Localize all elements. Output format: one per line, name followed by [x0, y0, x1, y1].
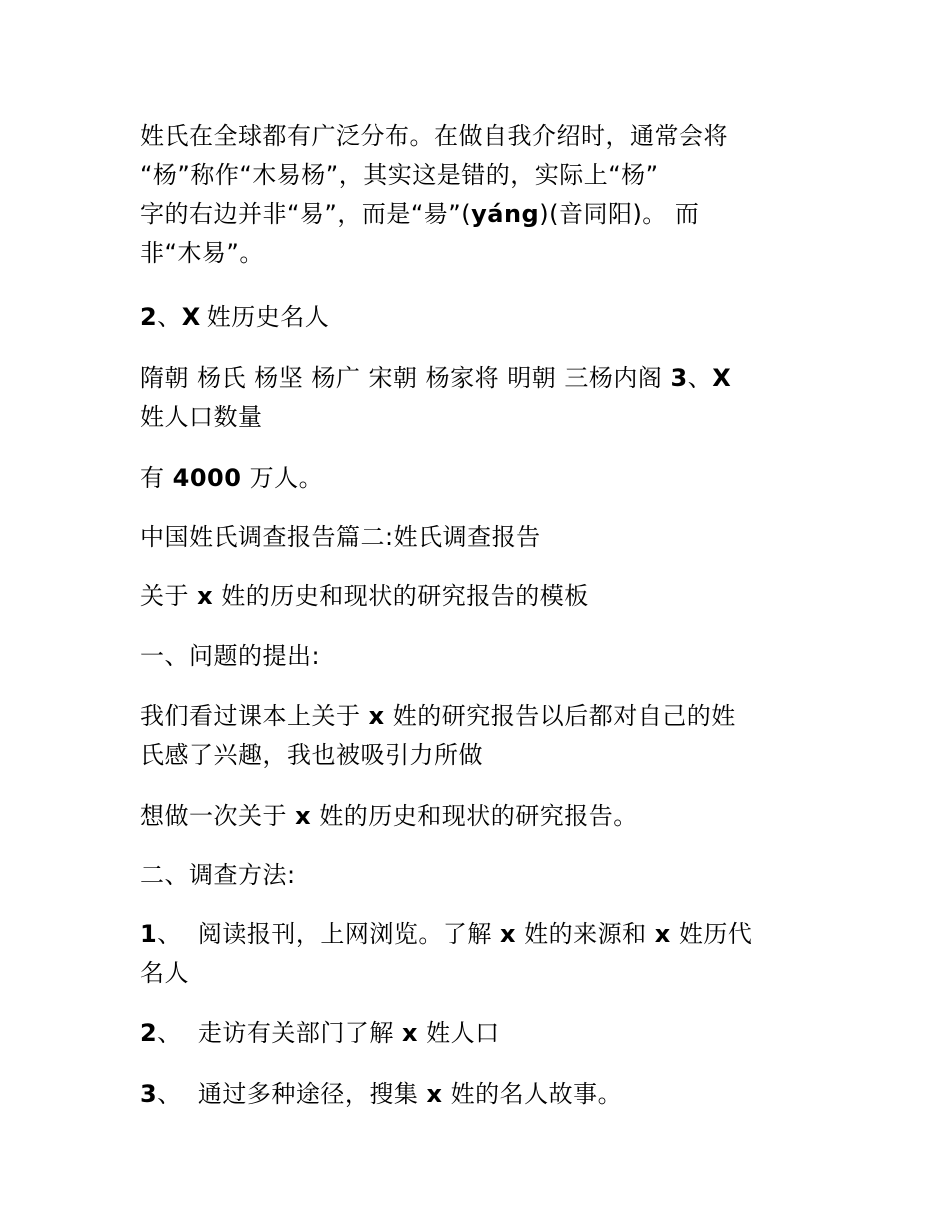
intro-line-1: 姓氏在全球都有广泛分布。在做自我介绍时，通常会将 — [140, 122, 728, 150]
question-heading: 一、问题的提出: — [140, 642, 321, 670]
intro-line-3 — [140, 195, 810, 234]
section-3-sep: 、 — [687, 364, 713, 392]
method-2-number: 2 — [140, 1019, 158, 1047]
section-3-x: X — [712, 364, 732, 392]
question-body-2: 想做一次关于 x 姓的历史和现状的研究报告。 — [140, 802, 638, 830]
intro-paragraph — [140, 117, 810, 273]
question-body-x: x — [368, 702, 385, 730]
method-item-2: 2、 走访有关部门了解 x 姓人口 — [140, 1019, 500, 1047]
famous-people-paragraph — [140, 359, 810, 437]
intro-line-4: 非“木易”。 — [140, 239, 264, 267]
question-body-line-2: 氏感了兴趣，我也被吸引力所做 — [140, 741, 483, 769]
intro-line-3b: )(音同阳)。 而 — [539, 200, 700, 228]
population-paragraph — [140, 459, 810, 498]
population-number: 4000 — [172, 464, 242, 492]
section-2-sep: 、 — [157, 303, 182, 331]
population-prefix: 有 — [140, 464, 173, 492]
population-suffix: 万人。 — [241, 464, 324, 492]
section-2-heading — [140, 298, 810, 337]
method-3-number: 3 — [140, 1080, 158, 1108]
intro-line-3a: 字的右边并非“易”，而是“昜”( — [140, 200, 472, 228]
method-1-line-2: 名人 — [140, 959, 189, 987]
section-3-title: 姓人口数量 — [140, 403, 263, 431]
method-1-number: 1 — [140, 920, 158, 948]
method-heading: 二、调查方法: — [140, 861, 296, 889]
section-3-number: 3 — [670, 364, 688, 392]
question-body: 我们看过课本上关于 x 姓的研究报告以后都对自己的姓 氏感了兴趣，我也被吸引力所做 — [140, 697, 810, 775]
section-2-x: X — [181, 303, 201, 331]
template-title-x: x — [197, 582, 214, 610]
report-title: 中国姓氏调查报告篇二:姓氏调查报告 — [140, 523, 541, 551]
method-item-1: 1、 阅读报刊，上网浏览。了解 x 姓的来源和 x 姓历代 名人 — [140, 915, 810, 993]
section-2-number: 2 — [140, 303, 158, 331]
method-item-3: 3、 通过多种途径，搜集 x 姓的名人故事。 — [140, 1080, 623, 1108]
famous-people-list: 隋朝 杨氏 杨坚 杨广 宋朝 杨家将 明朝 三杨内阁 — [140, 364, 671, 392]
pinyin-yang: yáng — [471, 200, 540, 228]
question-body-2-x: x — [295, 802, 312, 830]
intro-line-2: “杨”称作“木易杨”，其实这是错的，实际上“杨” — [140, 161, 659, 189]
section-2-title: 姓历史名人 — [206, 303, 330, 331]
template-title: 关于 x 姓的历史和现状的研究报告的模板 — [140, 582, 589, 610]
